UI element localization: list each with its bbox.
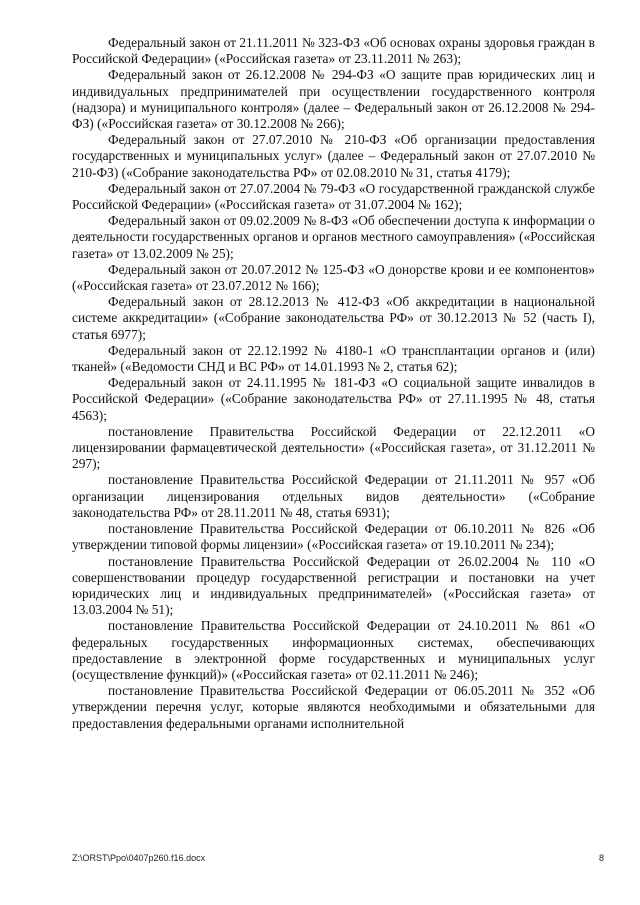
paragraph-decree-352: постановление Правительства Российской Федерации от 06.05.2011 № 352 «Об утверждении перечня услуг, которые являются необходимыми и обязательными для предоставления федеральными органами исполнительной: [72, 683, 595, 731]
paragraph-law-210fz: Федеральный закон от 27.07.2010 № 210-ФЗ «Об организации предоставления государственных и муниципальных услуг» (далее – Федеральный закон от 27.07.2010 № 210-ФЗ) («Собрание законодательства РФ» от 02.08.2010 № 31, статья 4179);: [72, 132, 595, 180]
paragraph-law-79fz: Федеральный закон от 27.07.2004 № 79-ФЗ «О государственной гражданской службе Российской Федерации» («Российская газета» от 31.07.2004 № 162);: [72, 180, 595, 213]
paragraph-law-125fz: Федеральный закон от 20.07.2012 № 125-ФЗ «О донорстве крови и ее компонентов» («Российская газета» от 23.07.2012 № 166);: [72, 261, 595, 294]
paragraph-law-8fz: Федеральный закон от 09.02.2009 № 8-ФЗ «Об обеспечении доступа к информации о деятельности государственных органов и органов местного самоуправления» («Российская газета» от 13.02.2009 № 25);: [72, 213, 595, 261]
paragraph-law-323fz: Федеральный закон от 21.11.2011 № 323-ФЗ «Об основах охраны здоровья граждан в Российской Федерации» («Российская газета» от 23.11.2011 № 263);: [72, 35, 595, 67]
paragraph-law-294fz: Федеральный закон от 26.12.2008 № 294-ФЗ «О защите прав юридических лиц и индивидуальных предпринимателей при осуществлении государственного контроля (надзора) и муниципального контроля» (далее – Федеральный закон от 26.12.2008 № 294-ФЗ) («Российская газета» от 30.12.2008 № 266);: [72, 67, 595, 132]
document-body: [72, 35, 595, 732]
paragraph-decree-861: постановление Правительства Российской Федерации от 24.10.2011 № 861 «О федеральных государственных информационных системах, обеспечивающих предоставление в электронной форме государственных и муниципальных услуг (осуществление функций)» («Российская газета» от 02.11.2011 № 246);: [72, 618, 595, 682]
paragraph-law-181fz: Федеральный закон от 24.11.1995 № 181-ФЗ «О социальной защите инвалидов в Российской Федерации» («Собрание законодательства РФ» от 27.11.1995 № 48, статья 4563);: [72, 375, 595, 423]
paragraph-decree-110: постановление Правительства Российской Федерации от 26.02.2004 № 110 «О совершенствовании процедур государственной регистрации и постановки на учет юридических лиц и индивидуальных предпринимателей» («Российская газета» от 13.03.2004 № 51);: [72, 553, 595, 618]
paragraph-decree-957: постановление Правительства Российской Федерации от 21.11.2011 № 957 «Об организации лицензирования отдельных видов деятельности» («Собрание законодательства РФ» от 28.11.2011 № 48, статья 6931);: [72, 472, 595, 520]
paragraph-law-412fz: Федеральный закон от 28.12.2013 № 412-ФЗ «Об аккредитации в национальной системе аккредитации» («Собрание законодательства РФ» от 30.12.2013 № 52 (часть I), статья 6977);: [72, 294, 595, 342]
paragraph-decree-826: постановление Правительства Российской Федерации от 06.10.2011 № 826 «Об утверждении типовой формы лицензии» («Российская газета» от 19.10.2011 № 234);: [72, 521, 595, 553]
paragraph-law-4180-1: Федеральный закон от 22.12.1992 № 4180-1 «О трансплантации органов и (или) тканей» («Ведомости СНД и ВС РФ» от 14.01.1993 № 2, статья 62);: [72, 342, 595, 375]
paragraph-decree-pharma-licensing: постановление Правительства Российской Федерации от 22.12.2011 «О лицензировании фармацевтической деятельности» («Российская газета», от 31.12.2011 № 297);: [72, 423, 595, 472]
page-number: 8: [598, 853, 604, 863]
footer-file-path: Z:\ORST\Ppo\0407p260.f16.docx: [72, 853, 206, 863]
